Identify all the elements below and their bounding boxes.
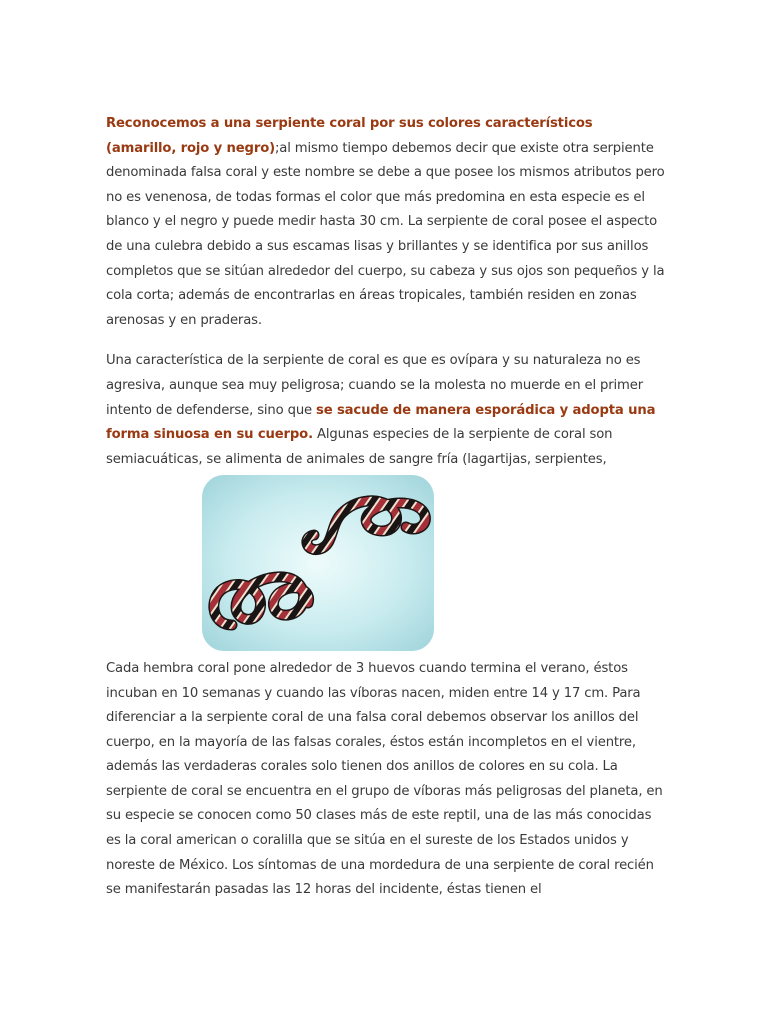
- paragraph-1-highlight: Reconocemos a una serpiente coral por sus colores característicos (amarillo, rojo y negro): [106, 116, 593, 156]
- paragraph-2-text-before: Una característica de la serpiente de coral es que es ovípara y su naturaleza no es agresiva, aunque sea muy peligrosa; cuando se la molesta no muerde en el primer intento de defenderse, sino que: [106, 353, 643, 418]
- coral-snake-illustration: [202, 475, 434, 651]
- paragraph-3: [106, 657, 666, 903]
- paragraph-2-text-after: Algunas especies de la serpiente de coral son semiacuáticas, se alimenta de animales de sangre fría (lagartijas, serpientes,: [106, 427, 613, 467]
- image-float-spacer: [106, 472, 212, 640]
- paragraph-2-highlight: se sacude de manera esporádica y adopta una forma sinuosa en su cuerpo.: [106, 402, 656, 443]
- coral-snake-image: [202, 475, 434, 651]
- paragraph-1-text: ;al mismo tiempo debemos decir que existe otra serpiente denominada falsa coral y este nombre se debe a que posee los mismos atributos pero no es venenosa, de todas formas el color que más predomina en esta especie es el blanco y el negro y puede medir hasta 30 cm. La serpiente de coral posee el aspecto de una culebra debido a sus escamas lisas y brillantes y se identifica por sus anillos completos que se sitúan alrededor del cuerpo, su cabeza y sus ojos son pequeños y la cola corta; además de encontrarlas en áreas tropicales, también residen en zonas arenosas y en praderas.: [106, 140, 665, 328]
- paragraph-3-text: Cada hembra coral pone alrededor de 3 huevos cuando termina el verano, éstos incuban en 10 semanas y cuando las víboras nacen, miden entre 14 y 17 cm. Para diferenciar a la serpiente coral de una falsa coral debemos observar los anillos del cuerpo, en la mayoría de las falsas corales, éstos están incompletos en el vientre, además las verdaderas corales solo tienen dos anillos de colores en su cola. La serpiente de coral se encuentra en el grupo de víboras más peligrosas del planeta, en su especie se conocen como 50 clases más de este reptil, una de las más conocidas es la coral american o coralilla que se sitúa en el sureste de los Estados unidos y noreste de México. Los síntomas de una mordedura de una serpiente de coral recién se manifestarán pasadas las 12 horas del incidente, éstas tienen el: [106, 660, 663, 898]
- paragraph-1: [106, 112, 666, 333]
